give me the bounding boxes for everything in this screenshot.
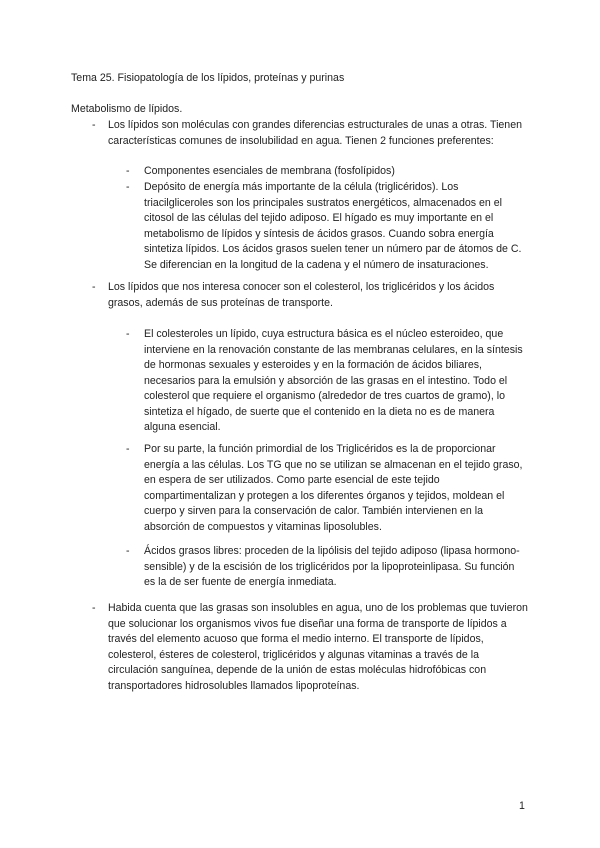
- sub-bullet-marker: -: [126, 165, 130, 177]
- sub-list-item-text: Por su parte, la función primordial de los Triglicéridos es la de proporcionar energía a las células. Los TG que no se utilizan se almacenan en el tejido graso, en espera de ser utilizados. Como parte esencial de este tejido compartimentalizan y protegen a los diferentes órganos y tejidos, moldean el cuerpo y sirven para la conservación de calor. También intervienen en la absorción de compuestos y vitaminas liposolubles.: [144, 443, 523, 533]
- sub-list-item-text: El colesteroles un lípido, cuya estructura básica es el núcleo esteroideo, que interviene en la renovación constante de las membranas celulares, en la síntesis de hormonas sexuales y esteroides y en la formación de ácidos biliares, necesarios para la emulsión y absorción de las grasas en el intestino. Todo el colesterol que requiere el organismo (alrededor de tres cuartos de gramo), lo sintetiza el hígado, de suerte que el contenido en la dieta no es de manera alguna esencial.: [144, 328, 523, 433]
- sub-list-item-text: Ácidos grasos libres: proceden de la lipólisis del tejido adiposo (lipasa hormono-sensible) y de la escisión de los triglicéridos por la lipoproteinlipasa. Su función es la de ser fuente de energía inmediata.: [144, 545, 520, 588]
- sub-bullet-marker: -: [126, 328, 130, 340]
- bullet-marker: -: [92, 119, 96, 131]
- bullet-marker: -: [92, 602, 96, 614]
- sub-bullet-marker: -: [126, 443, 130, 455]
- bullet-marker: -: [92, 281, 96, 293]
- list-item-text: Habida cuenta que las grasas son insolubles en agua, uno de los problemas que tuvieron que solucionar los organismos vivos fue diseñar una forma de transporte de lípidos a través del elemento acuoso que forma el medio interno. El transporte de lípidos, colesterol, ésteres de colesterol, triglicéridos y algunas vitaminas a través de la circulación sanguínea, depende de la unión de estas moléculas hidrofóbicas con transportadores hidrosolubles llamados lipoproteínas.: [108, 602, 528, 692]
- sub-list-item-text: Componentes esenciales de membrana (fosfolípidos): [144, 165, 395, 177]
- sub-list-item-text: Depósito de energía más importante de la célula (triglicéridos). Los triacilgliceroles son los principales sustratos energéticos, almacenados en el citosol de las células del tejido adiposo. El hígado es muy importante en el metabolismo de lípidos y síntesis de ácidos grasos. Cuando sobra energía sintetiza lípidos. Los ácidos grasos suelen tener un número par de átomos de C. Se diferencian en la longitud de la cadena y el número de insaturaciones.: [144, 181, 522, 271]
- list-item-text: Los lípidos son moléculas con grandes diferencias estructurales de unas a otras. Tienen características comunes de insolubilidad en agua. Tienen 2 funciones preferentes:: [108, 119, 522, 147]
- sub-bullet-marker: -: [126, 181, 130, 193]
- document-title: Tema 25. Fisiopatología de los lípidos, proteínas y purinas: [71, 72, 345, 84]
- list-item-text: Los lípidos que nos interesa conocer son el colesterol, los triglicéridos y los ácidos grasos, además de sus proteínas de transporte.: [108, 281, 495, 309]
- section-heading: Metabolismo de lípidos.: [71, 103, 183, 115]
- sub-bullet-marker: -: [126, 545, 130, 557]
- page-number: 1: [519, 800, 525, 812]
